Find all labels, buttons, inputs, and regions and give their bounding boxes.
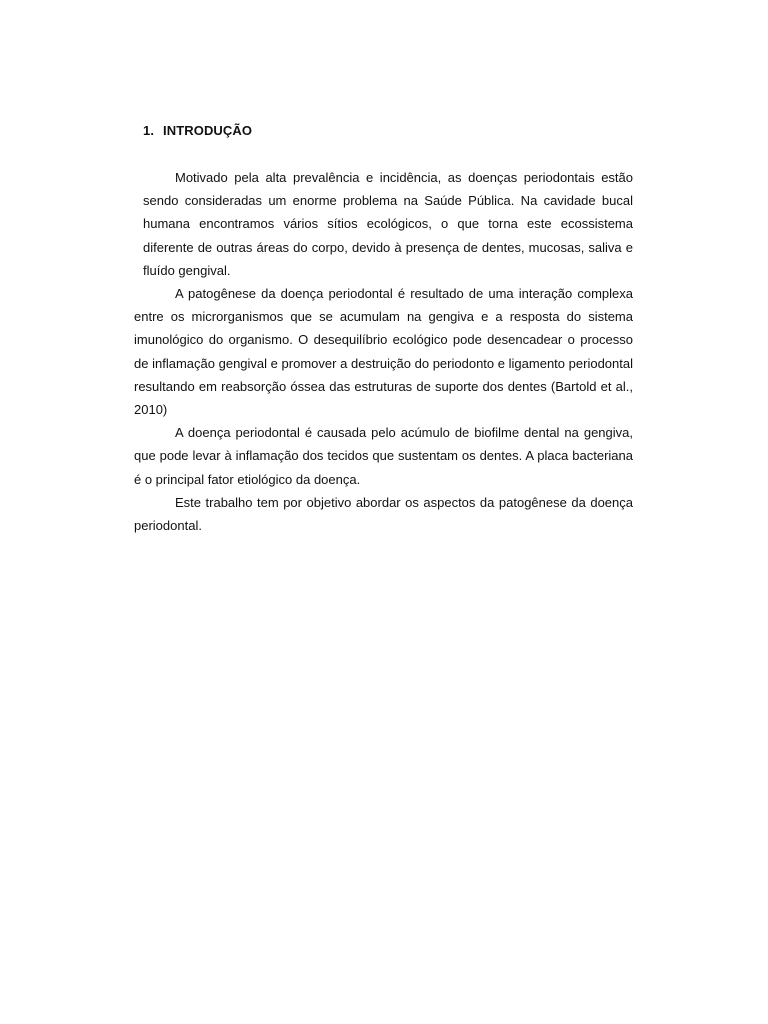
paragraph: A doença periodontal é causada pelo acúmulo de biofilme dental na gengiva, que pode levar à inflamação dos tecidos que sustentam os dentes. A placa bacteriana é o principal fator etiológico da doença. bbox=[134, 425, 633, 487]
section-number: 1. bbox=[143, 123, 155, 138]
paragraph: Este trabalho tem por objetivo abordar os aspectos da patogênese da doença periodontal. bbox=[134, 494, 633, 534]
body-text bbox=[134, 166, 633, 537]
paragraph: Motivado pela alta prevalência e incidência, as doenças periodontais estão sendo consideradas um enorme problema na Saúde Pública. Na cavidade bucal humana encontramos vários sítios ecológicos, o que torna este ecossistema diferente de outras áreas do corpo, devido à presença de dentes, mucosas, saliva e fluído gengival. bbox=[143, 170, 633, 278]
section-title: INTRODUÇÃO bbox=[163, 123, 253, 138]
section-heading bbox=[143, 123, 252, 138]
paragraph: A patogênese da doença periodontal é resultado de uma interação complexa entre os microrganismos que se acumulam na gengiva e a resposta do sistema imunológico do organismo. O desequilíbrio ecológico pode desencadear o processo de inflamação gengival e promover a destruição do periodonto e ligamento periodontal resultando em reabsorção óssea das estruturas de suporte dos dentes (Bartold et al., 2010) bbox=[134, 286, 633, 418]
